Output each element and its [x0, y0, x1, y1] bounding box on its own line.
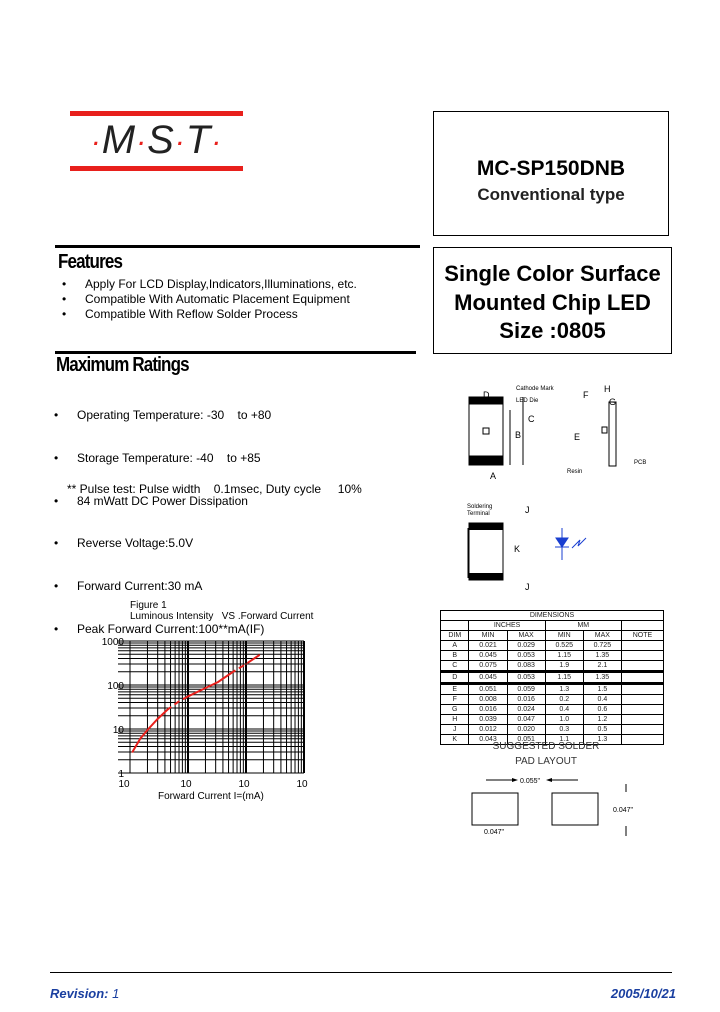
table-cell: D — [441, 672, 469, 684]
logo: ·M·S·T· — [90, 118, 223, 162]
table-header: MIN — [545, 631, 583, 641]
table-cell: A — [441, 641, 469, 651]
dim-label-j: J — [525, 582, 530, 592]
table-cell: 0.008 — [469, 695, 507, 705]
logo-bar-top — [70, 111, 243, 116]
led-die-label: LED Die — [516, 398, 539, 404]
revision-number: 1 — [112, 986, 120, 1001]
table-header: NOTE — [621, 631, 663, 641]
chart-data-point — [147, 729, 149, 731]
table-cell: 1.0 — [545, 715, 583, 725]
table-cell: 0.4 — [545, 705, 583, 715]
table-header: MAX — [507, 631, 545, 641]
x-tick-label: 10 — [238, 779, 250, 790]
table-cell: B — [441, 651, 469, 661]
table-group-header: MM — [545, 621, 621, 631]
chart-data-point — [201, 689, 203, 691]
table-cell — [621, 651, 663, 661]
chart-data-point — [132, 751, 134, 753]
y-tick-label: 1 — [118, 769, 124, 780]
table-cell: F — [441, 695, 469, 705]
table-cell — [621, 672, 663, 684]
solder-title: SUGGESTED SOLDER — [492, 741, 600, 752]
dim-label-c: C — [528, 414, 535, 424]
table-cell — [621, 661, 663, 672]
table-cell: 1.3 — [583, 735, 621, 745]
part-number: MC-SP150DNB — [476, 157, 626, 180]
table-cell: 0.016 — [469, 705, 507, 715]
chart-data-point — [157, 718, 159, 720]
title-line: Size :0805 — [499, 318, 606, 343]
table-cell: 1.35 — [583, 651, 621, 661]
table-row — [441, 641, 664, 651]
ratings-list — [48, 380, 271, 665]
chart-xlabel: Forward Current I=(mA) — [158, 791, 264, 802]
revision-label: Revision: — [50, 986, 109, 1001]
table-cell: 0.012 — [469, 725, 507, 735]
table-cell: 0.016 — [507, 695, 545, 705]
divider — [55, 245, 420, 248]
table-cell: 0.4 — [583, 695, 621, 705]
table-cell: 0.6 — [583, 705, 621, 715]
list-item: • Operating Temperature: -30 to +80 — [48, 408, 271, 423]
table-cell: 0.053 — [507, 651, 545, 661]
terminal-label: Terminal — [467, 511, 490, 517]
table-row — [441, 695, 664, 705]
table-cell: K — [441, 735, 469, 745]
table-cell: H — [441, 715, 469, 725]
table-row — [441, 705, 664, 715]
terminal-label: Soldering — [467, 504, 493, 510]
table-cell: 1.5 — [583, 684, 621, 695]
table-cell — [621, 725, 663, 735]
table-row — [441, 661, 664, 672]
dim-label-a: A — [490, 471, 497, 481]
table-cell: 2.1 — [583, 661, 621, 672]
table-cell: 1.1 — [545, 735, 583, 745]
dim-label-d: D — [483, 390, 490, 400]
table-cell: 0.047 — [507, 715, 545, 725]
part-type: Conventional type — [477, 185, 625, 204]
chart-data-point — [232, 671, 234, 673]
table-cell: 0.029 — [507, 641, 545, 651]
dim-label-e: E — [574, 432, 581, 442]
list-item: • 84 mWatt DC Power Dissipation — [48, 494, 271, 509]
list-item: • Compatible With Automatic Placement Equipment — [56, 292, 357, 307]
table-cell: 0.043 — [469, 735, 507, 745]
table-cell: 0.053 — [507, 672, 545, 684]
chart-data-point — [187, 696, 189, 698]
table-cell: 0.5 — [583, 725, 621, 735]
table-row — [441, 672, 664, 684]
pad-gap-label: 0.055" — [520, 778, 541, 785]
chart-data-point — [217, 681, 219, 683]
chart-data-point — [139, 738, 141, 740]
table-cell: 0.024 — [507, 705, 545, 715]
table-cell: 1.35 — [583, 672, 621, 684]
features-heading: Features — [58, 251, 123, 273]
table-cell: 0.059 — [507, 684, 545, 695]
table-header-row — [441, 631, 664, 641]
table-cell: 0.2 — [545, 695, 583, 705]
footer-date: 2005/10/21 — [610, 986, 676, 1001]
chart-data-point — [259, 654, 261, 656]
dim-label-g: G — [609, 397, 617, 407]
dimensions-table — [440, 610, 664, 745]
table-cell: 0.021 — [469, 641, 507, 651]
table-cell — [621, 695, 663, 705]
table-cell: 0.083 — [507, 661, 545, 672]
list-item: • Forward Current:30 mA — [48, 579, 271, 594]
table-row — [441, 725, 664, 735]
footer-divider — [50, 972, 672, 973]
table-cell: 0.051 — [469, 684, 507, 695]
title-box — [433, 247, 672, 354]
y-tick-label: 100 — [107, 681, 124, 692]
y-tick-label: 10 — [112, 725, 124, 736]
list-item: • Compatible With Reflow Solder Process — [56, 307, 357, 322]
dim-label-k: K — [514, 544, 521, 554]
chart-title: Figure 1 — [130, 600, 167, 611]
list-item: • Storage Temperature: -40 to +85 — [48, 451, 271, 466]
chart — [100, 630, 320, 795]
dim-label-b: B — [515, 430, 522, 440]
x-tick-label: 10 — [118, 779, 130, 790]
list-item: • Reverse Voltage:5.0V — [48, 536, 271, 551]
table-cell: 0.525 — [545, 641, 583, 651]
revision — [50, 986, 119, 1001]
list-item: • Apply For LCD Display,Indicators,Illuminations, etc. — [56, 277, 357, 292]
solder-title: PAD LAYOUT — [515, 756, 577, 767]
chart-grid — [118, 641, 304, 773]
logo-bar-bottom — [70, 166, 243, 171]
chart-data-point — [177, 701, 179, 703]
table-cell: 0.020 — [507, 725, 545, 735]
chart-data-point — [245, 663, 247, 665]
table-cell: 0.045 — [469, 672, 507, 684]
table-row — [441, 651, 664, 661]
table-cell: 1.3 — [545, 684, 583, 695]
table-cell: 0.039 — [469, 715, 507, 725]
pad-width-label: 0.047" — [484, 829, 505, 836]
table-cell — [621, 715, 663, 725]
dim-label-h: H — [604, 384, 611, 394]
resin-label: Resin — [567, 469, 583, 475]
pulse-note: ** Pulse test: Pulse width 0.1msec, Duty cycle 10% — [67, 482, 362, 496]
table-cell: 1.9 — [545, 661, 583, 672]
table-cell: 0.725 — [583, 641, 621, 651]
x-tick-label: 10 — [296, 779, 308, 790]
solder-pad-drawing — [470, 770, 640, 840]
table-header: DIM — [441, 631, 469, 641]
table-row — [441, 715, 664, 725]
table-cell: 0.045 — [469, 651, 507, 661]
package-drawing — [440, 370, 665, 600]
table-cell: J — [441, 725, 469, 735]
table-cell: 0.051 — [507, 735, 545, 745]
table-cell: 1.15 — [545, 672, 583, 684]
table-group-header: INCHES — [469, 621, 545, 631]
features-list — [56, 277, 357, 321]
table-cell: C — [441, 661, 469, 672]
pad-height-label: 0.047" — [613, 807, 634, 814]
cathode-mark-label: Cathode Mark — [516, 386, 554, 392]
table-cell — [621, 641, 663, 651]
table-cell: 1.2 — [583, 715, 621, 725]
table-cell: 0.3 — [545, 725, 583, 735]
table-cell — [621, 705, 663, 715]
chart-subtitle: Luminous Intensity VS .Forward Current — [130, 611, 314, 622]
table-cell: 0.075 — [469, 661, 507, 672]
table-header: MAX — [583, 631, 621, 641]
table-cell: G — [441, 705, 469, 715]
title-line: Single Color Surface — [444, 261, 661, 286]
led-symbol-icon — [555, 528, 586, 560]
ratings-heading: Maximum Ratings — [56, 354, 189, 376]
title-line: Mounted Chip LED — [454, 290, 651, 315]
list-item: • Peak Forward Current:100**mA(IF) — [48, 622, 271, 637]
table-cell — [621, 684, 663, 695]
table-row — [441, 684, 664, 695]
x-tick-label: 10 — [180, 779, 192, 790]
dim-label-f: F — [583, 390, 589, 400]
table-cell: E — [441, 684, 469, 695]
table-header: MIN — [469, 631, 507, 641]
table-title: DIMENSIONS — [441, 611, 664, 621]
chart-data-point — [167, 709, 169, 711]
part-box — [433, 111, 669, 236]
y-tick-label: 1000 — [101, 637, 124, 648]
table-cell: 1.15 — [545, 651, 583, 661]
dim-label-j: J — [525, 505, 530, 515]
pcb-label: PCB — [634, 460, 647, 466]
